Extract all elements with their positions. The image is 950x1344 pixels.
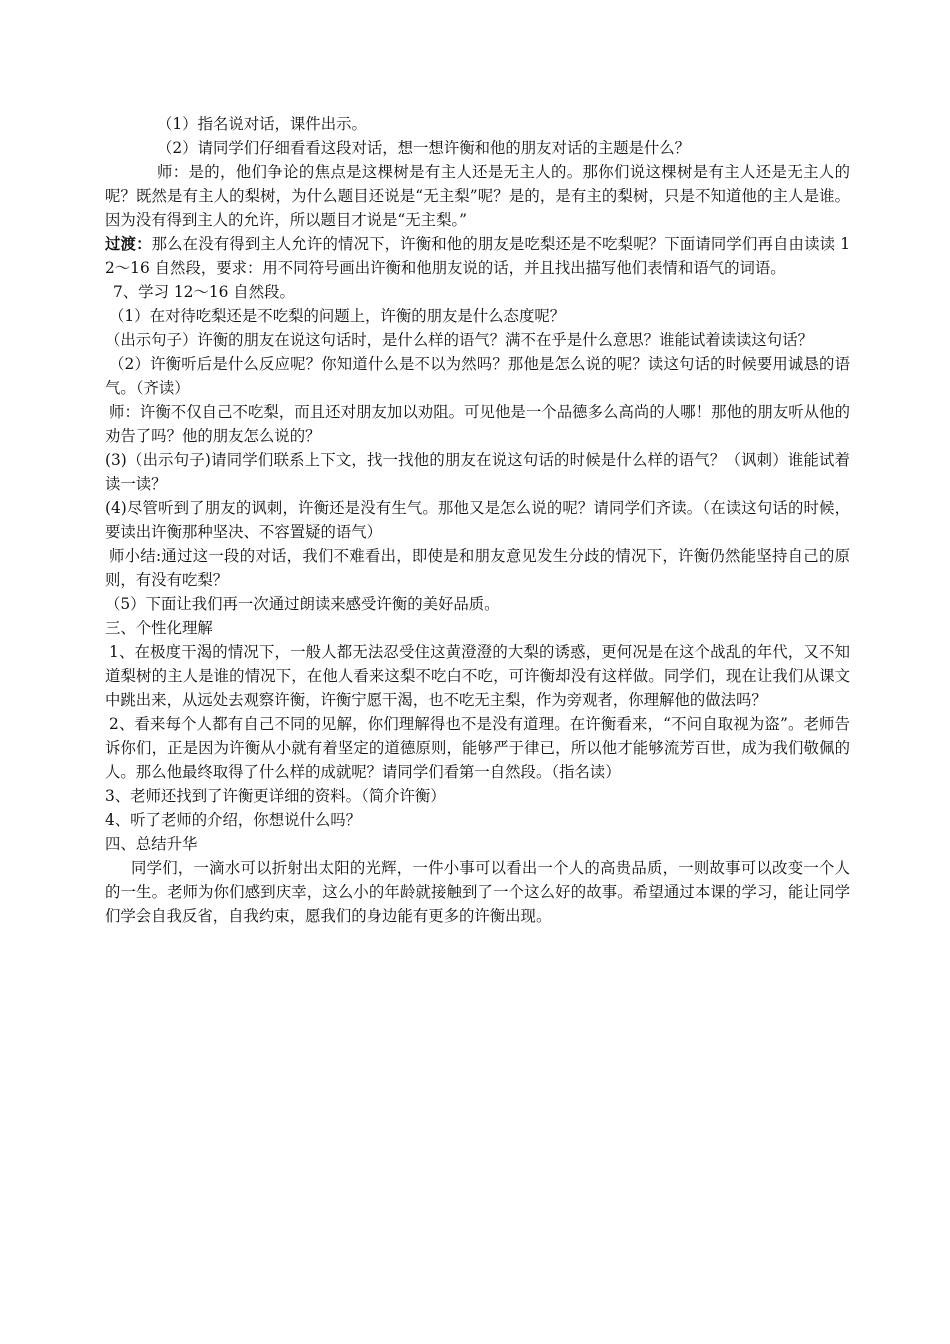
paragraph-section3-4: 4、听了老师的介绍，你想说什么吗？ — [105, 811, 362, 829]
paragraph-q3: (3)（出示句子)请同学们联系上下文，找一找他的朋友在说这句话的时候是什么样的语气？（讽刺）谁能试着读一读？ — [105, 451, 850, 493]
paragraph-1: （1）指名说对话，课件出示。 — [157, 115, 367, 133]
paragraph-q5: （5）下面让我们再一次通过朗读来感受许衡的美好品质。 — [105, 595, 500, 613]
paragraph-transition — [105, 232, 850, 280]
paragraph-teacher-1: 师：是的，他们争论的焦点是这棵树是有主人还是无主人的。那你们说这棵树是有主人还是无主人的呢？既然是有主人的梨树，为什么题目还说是“无主梨”呢？是的，是有主的梨树，只是不知道他的主人是谁。因为没有得到主人的允许，所以题目才说是“无主梨。” — [105, 163, 850, 229]
paragraph-conclusion: 同学们，一滴水可以折射出太阳的光辉，一件小事可以看出一个人的高贵品质，一则故事可以改变一个人的一生。老师为你们感到庆幸，这么小的年龄就接触到了一个这么好的故事。希望通过本课的学习，能让同学们学会自我反省，自我约束，愿我们的身边能有更多的许衡出现。 — [105, 859, 850, 925]
transition-text: 那么在没有得到主人允许的情况下，许衡和他的朋友是吃梨还是不吃梨呢？下面请同学们再自由读读 12～16 自然段，要求：用不同符号画出许衡和他朋友说的话，并且找出描写他们表情和语气的词语。 — [105, 235, 850, 277]
transition-label: 过渡： — [105, 235, 152, 253]
paragraph-q2: （2）许衡听后是什么反应呢？你知道什么是不以为然吗？那他是怎么说的呢？读这句话的时候要用诚恳的语气。（齐读） — [105, 355, 850, 397]
section-heading-4: 四、总结升华 — [105, 835, 198, 853]
paragraph-q1: （1）在对待吃梨还是不吃梨的问题上，许衡的朋友是什么态度呢？ — [109, 307, 566, 325]
paragraph-section3-2: 2、看来每个人都有自己不同的见解，你们理解得也不是没有道理。在许衡看来，“不问自取视为盗”。老师告诉你们，正是因为许衡从小就有着坚定的道德原则，能够严于律已，所以他才能够流芳百世，成为我们敬佩的人。那么他最终取得了什么样的成就呢？请同学们看第一自然段。（指名读） — [105, 715, 850, 781]
paragraph-step-7: 7、学习 12～16 自然段。 — [113, 283, 295, 301]
paragraph-q4: (4)尽管听到了朋友的讽刺，许衡还是没有生气。那他又是怎么说的呢？请同学们齐读。（在读这句话的时候，要读出许衡那种坚决、不容置疑的语气） — [105, 499, 850, 541]
section-heading-3: 三、个性化理解 — [105, 619, 213, 637]
paragraph-sentence-1: （出示句子）许衡的朋友在说这句话时，是什么样的语气？满不在乎是什么意思？谁能试着读读这句话？ — [105, 331, 813, 349]
paragraph-section3-1: 1、在极度干渴的情况下，一般人都无法忍受住这黄澄澄的大梨的诱惑，更何况是在这个战乱的年代，又不知道梨树的主人是谁的情况下，在他人看来这梨不吃白不吃，可许衡却没有这样做。同学们，现在让我们从课文中跳出来，从远处去观察许衡，许衡宁愿干渴，也不吃无主梨，作为旁观者，你理解他的做法吗？ — [105, 643, 850, 709]
paragraph-2: （2）请同学们仔细看看这段对话，想一想许衡和他的朋友对话的主题是什么？ — [157, 139, 691, 157]
paragraph-summary: 师小结:通过这一段的对话，我们不难看出，即使是和朋友意见发生分歧的情况下，许衡仍然能坚持自己的原则，有没有吃梨？ — [105, 547, 850, 589]
document-body — [105, 112, 850, 928]
paragraph-teacher-2: 师：许衡不仅自己不吃梨，而且还对朋友加以劝阻。可见他是一个品德多么高尚的人哪！那他的朋友听从他的劝告了吗？他的朋友怎么说的？ — [105, 403, 850, 445]
paragraph-section3-3: 3、老师还找到了许衡更详细的资料。（简介许衡） — [105, 787, 446, 805]
